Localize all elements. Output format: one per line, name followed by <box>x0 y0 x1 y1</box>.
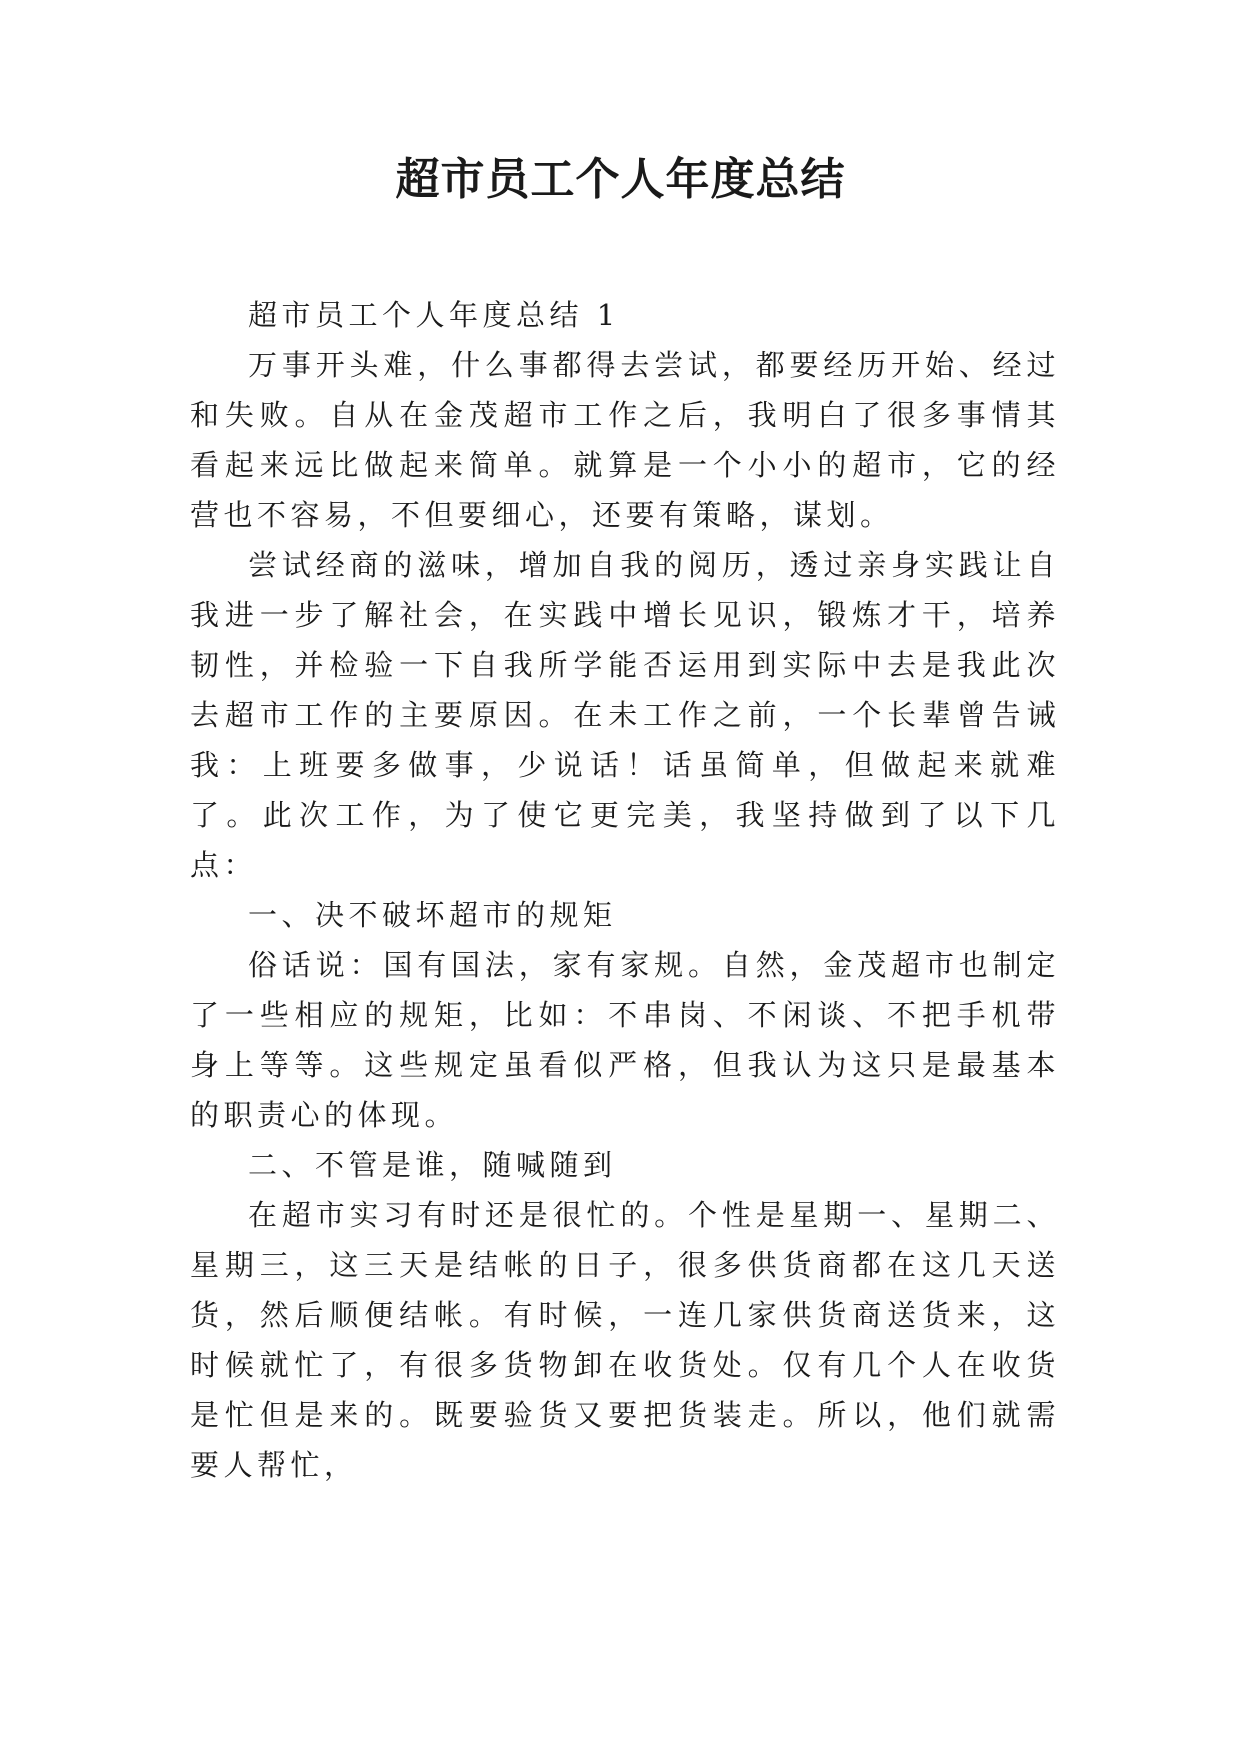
paragraph-4: 在超市实习有时还是很忙的。个性是星期一、星期二、星期三，这三天是结帐的日子，很多供货商都在这几天送货，然后顺便结帐。有时候，一连几家供货商送货来，这时候就忙了，有很多货物卸在收货处。仅有几个人在收货是忙但是来的。既要验货又要把货装走。所以，他们就需要人帮忙， <box>190 1198 1060 1482</box>
heading-2: 二、不管是谁，随喊随到 <box>248 1148 617 1182</box>
document-body <box>190 290 1060 1490</box>
heading-1: 一、决不破坏超市的规矩 <box>248 898 617 932</box>
document-title: 超市员工个人年度总结 <box>395 154 846 205</box>
paragraph-1: 万事开头难，什么事都得去尝试，都要经历开始、经过和失败。自从在金茂超市工作之后，我明白了很多事情其看起来远比做起来简单。就算是一个小小的超市，它的经营也不容易，不但要细心，还要有策略，谋划。 <box>190 348 1060 532</box>
paragraph-3: 俗话说：国有国法，家有家规。自然，金茂超市也制定了一些相应的规矩，比如：不串岗、不闲谈、不把手机带身上等等。这些规定虽看似严格，但我认为这只是最基本的职责心的体现。 <box>190 948 1060 1132</box>
section-title: 超市员工个人年度总结 1 <box>248 298 620 332</box>
paragraph-2: 尝试经商的滋味，增加自我的阅历，透过亲身实践让自我进一步了解社会，在实践中增长见识，锻炼才干，培养韧性，并检验一下自我所学能否运用到实际中去是我此次去超市工作的主要原因。在未工作之前，一个长辈曾告诫我：上班要多做事，少说话！话虽简单，但做起来就难了。此次工作，为了使它更完美，我坚持做到了以下几点： <box>190 548 1060 882</box>
